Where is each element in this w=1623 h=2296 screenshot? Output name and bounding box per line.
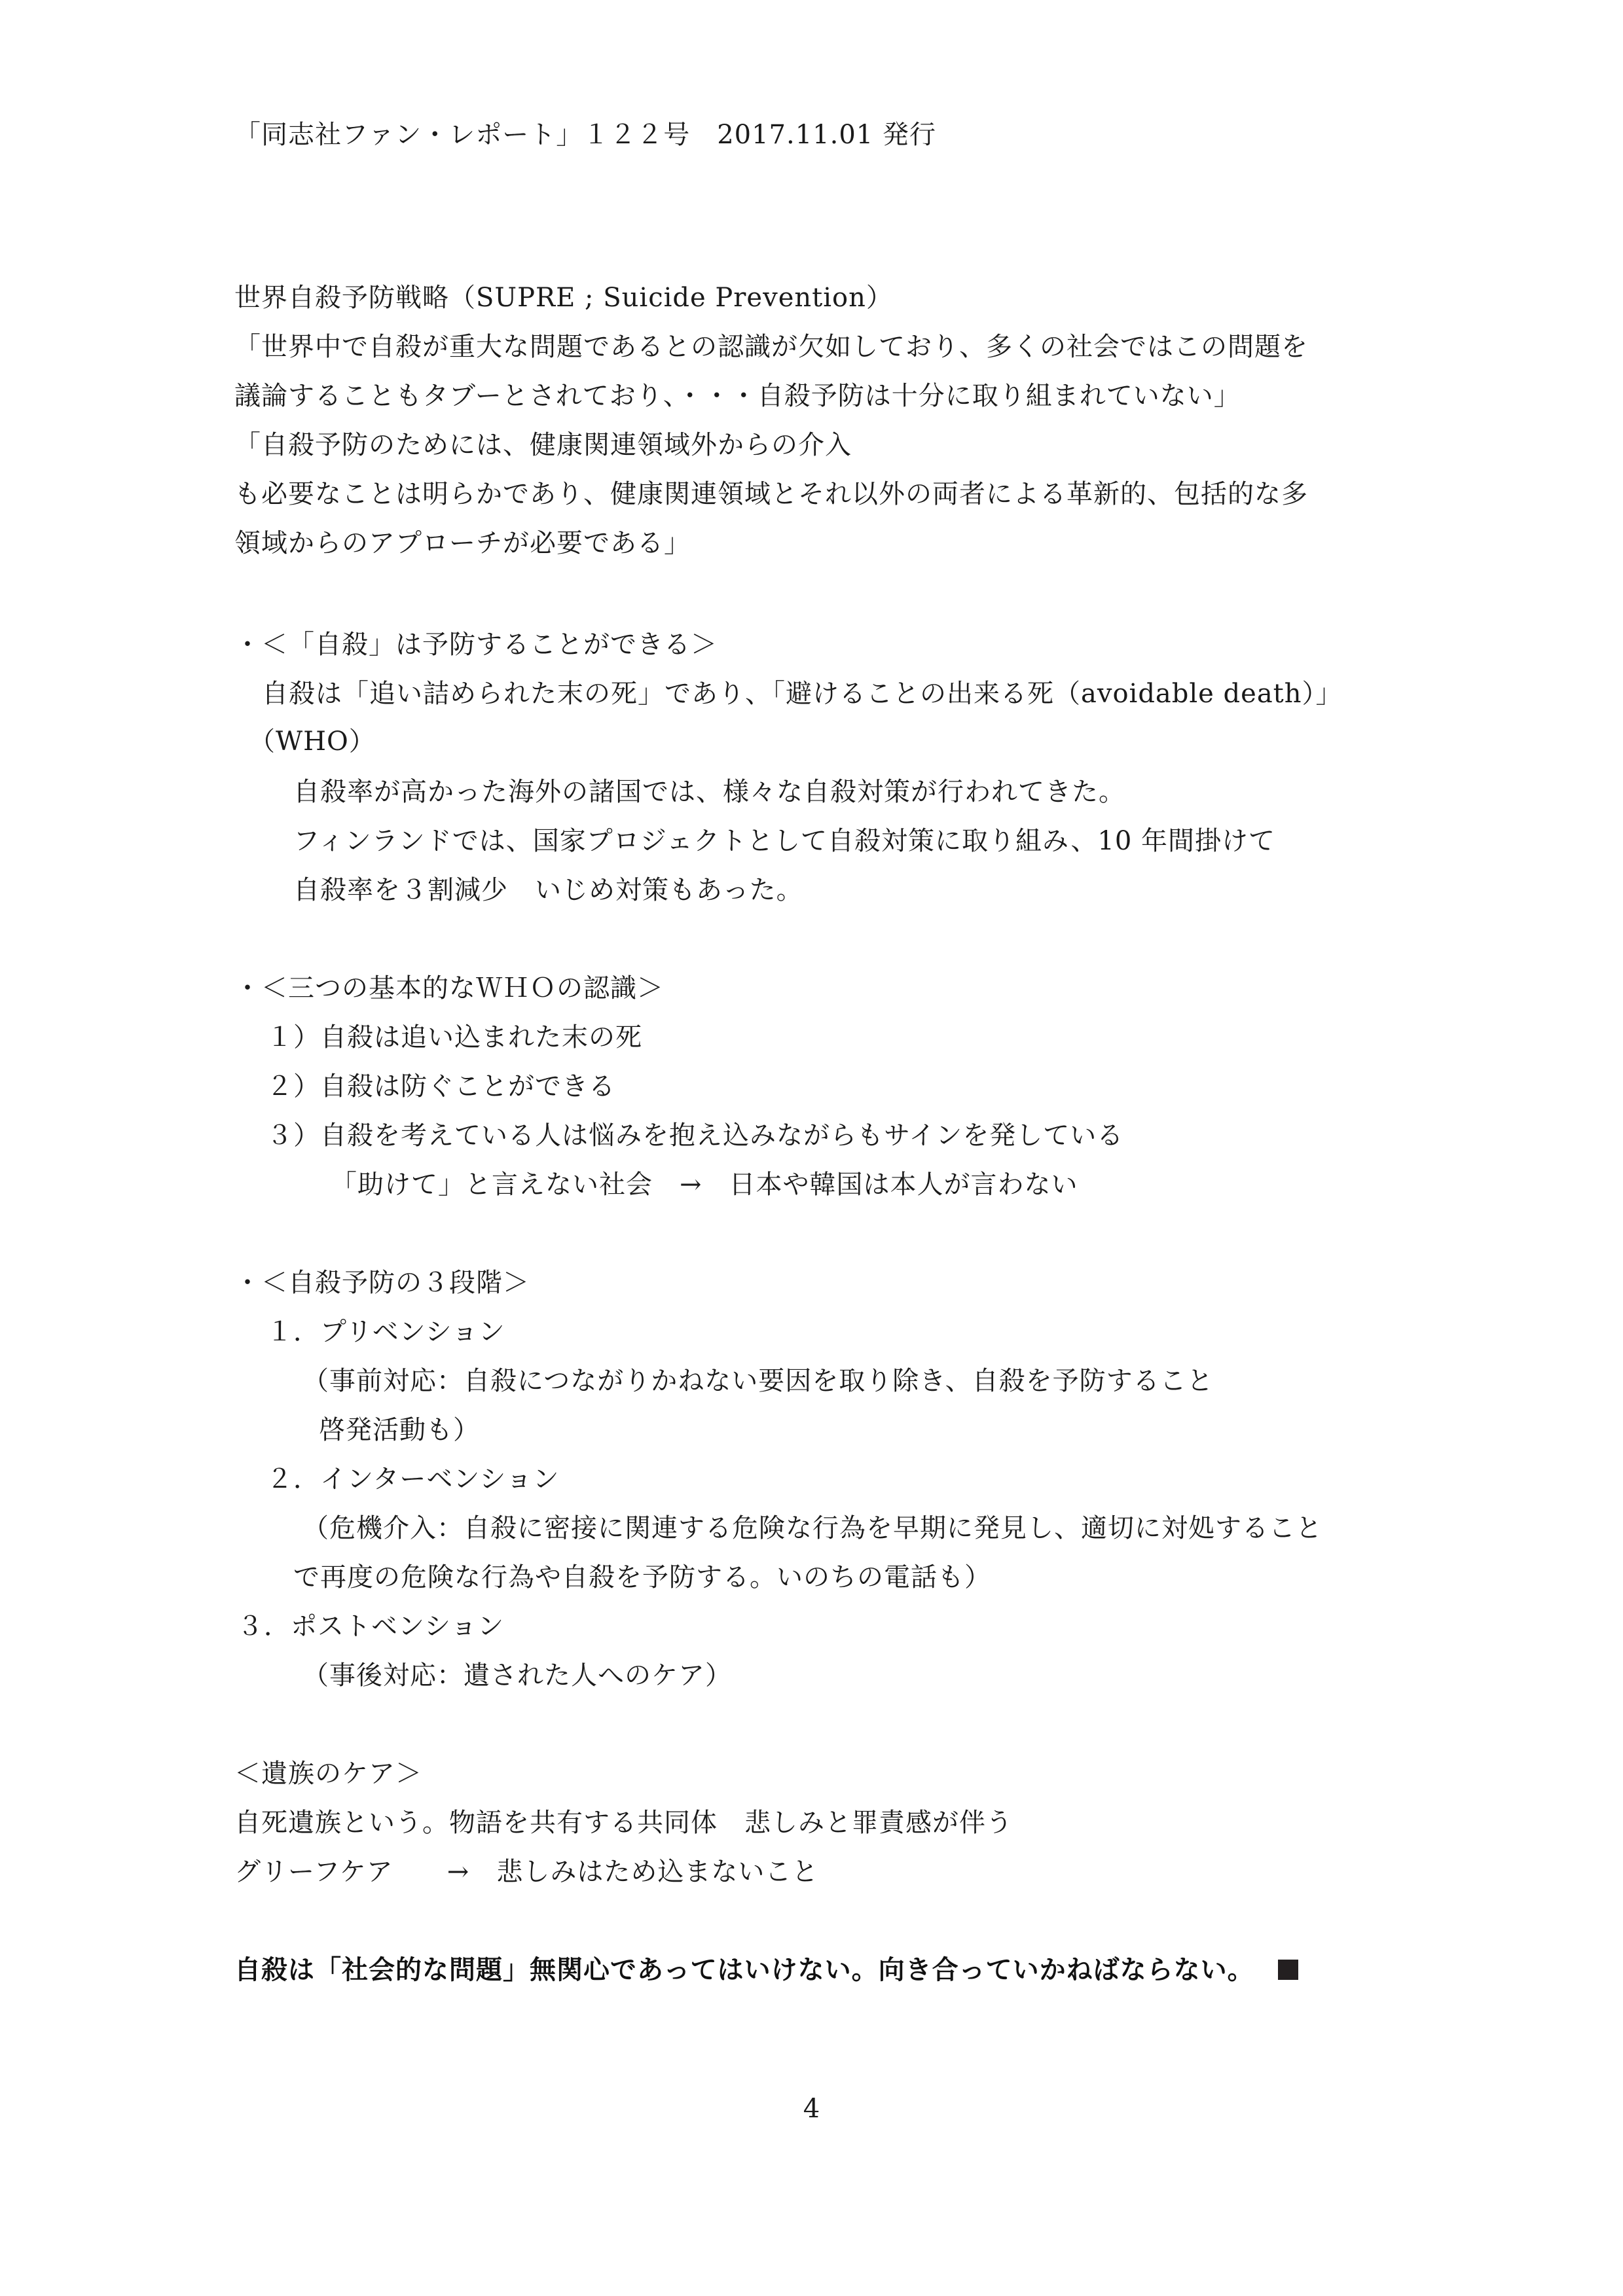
supre-quote-line-3: 「自殺予防のためには、健康関連領域外からの介入 bbox=[234, 430, 852, 460]
who-item-3: ３）自殺を考えている人は悩みを抱え込みながらもサインを発している bbox=[266, 1121, 1124, 1151]
publication-header: 「同志社ファン・レポート」１２２号 2017.11.01 発行 bbox=[234, 120, 936, 150]
preventable-line-3: 自殺率が高かった海外の諸国では、様々な自殺対策が行われてきた。 bbox=[293, 777, 1125, 807]
bereaved-line-2: グリーフケア → 悲しみはため込まないこと bbox=[234, 1857, 819, 1887]
page-number: 4 bbox=[803, 2094, 820, 2124]
supre-quote-line-2: 議論することもタブーとされており、・・・自殺予防は十分に取り組まれていない」 bbox=[234, 381, 1241, 411]
stages-heading: ・＜自殺予防の３段階＞ bbox=[234, 1268, 530, 1298]
stage-3-label: ３．ポストベンション bbox=[237, 1611, 505, 1641]
preventable-line-4: フィンランドでは、国家プロジェクトとして自殺対策に取り組み、10 年間掛けて bbox=[293, 826, 1276, 856]
stage-1-desc-1: （事前対応：自殺につながりかねない要因を取り除き、自殺を予防すること bbox=[302, 1366, 1214, 1396]
who-item-2: ２）自殺は防ぐことができる bbox=[266, 1071, 615, 1102]
supre-title: 世界自殺予防戦略（SUPRE ; Suicide Prevention） bbox=[234, 283, 893, 313]
bereaved-line-1: 自死遺族という。物語を共有する共同体 悲しみと罪責感が伴う bbox=[234, 1808, 1013, 1838]
stage-2-desc-2: で再度の危険な行為や自殺を予防する。いのちの電話も） bbox=[293, 1562, 991, 1592]
stage-2-desc-1: （危機介入：自殺に密接に関連する危険な行為を早期に発見し、適切に対処すること bbox=[302, 1513, 1322, 1543]
preventable-heading: ・＜「自殺」は予防することができる＞ bbox=[234, 630, 718, 660]
stage-1-desc-2: 啓発活動も） bbox=[319, 1415, 480, 1445]
preventable-line-2: （WHO） bbox=[249, 726, 376, 757]
conclusion bbox=[234, 1953, 1298, 1987]
bereaved-heading: ＜遺族のケア＞ bbox=[234, 1759, 422, 1789]
stage-2-label: ２．インターベンション bbox=[266, 1464, 560, 1494]
who-item-1: １）自殺は追い込まれた末の死 bbox=[266, 1022, 642, 1052]
stage-3-desc-1: （事後対応：遺された人へのケア） bbox=[302, 1660, 732, 1691]
who-note: 「助けて」と言えない社会 → 日本や韓国は本人が言わない bbox=[331, 1170, 1078, 1200]
preventable-line-5: 自殺率を３割減少 いじめ対策もあった。 bbox=[293, 875, 803, 905]
supre-quote-line-1: 「世界中で自殺が重大な問題であるとの認識が欠如しており、多くの社会ではこの問題を bbox=[234, 332, 1308, 362]
supre-quote-line-5: 領域からのアプローチが必要である」 bbox=[234, 528, 691, 558]
preventable-line-1: 自殺は「追い詰められた末の死」であり、「避けることの出来る死（avoidable death）」 bbox=[262, 679, 1343, 709]
who-heading: ・＜三つの基本的なＷＨＯの認識＞ bbox=[234, 973, 664, 1003]
stage-1-label: １．プリベンション bbox=[266, 1317, 505, 1347]
end-mark-square-icon bbox=[1278, 1960, 1298, 1980]
conclusion-text: 自殺は「社会的な問題」無関心であってはいけない。向き合っていかねばならない。 bbox=[234, 1955, 1254, 1985]
supre-quote-line-4: も必要なことは明らかであり、健康関連領域とそれ以外の両者による革新的、包括的な多 bbox=[234, 479, 1308, 509]
